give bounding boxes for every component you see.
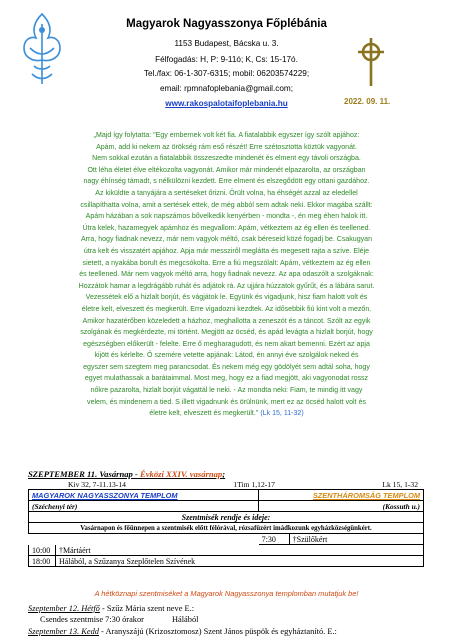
table-row: 10:00 †Mártáért (29, 545, 424, 556)
church-b-street: (Kossuth u.) (258, 501, 423, 512)
quote-line: „Majd így folytatta: "Egy embernek volt két fia. A fiatalabbik egyszer így szólt apjához: (93, 132, 360, 139)
quote-line: kijött és kérlelte. Ő szemére vetette apjának: Látod, én annyi éve szolgálok neked és (94, 352, 359, 360)
quote-line: Amikor hazatérőben közeledett a házhoz, meghallotta a zeneszót és a táncot. Szólt az egyik (82, 317, 371, 325)
quote-line: Az kiküldte a tanyájára a sertéseket őrizni. Örült volna, ha éhségét azzal az eledellel (95, 189, 358, 197)
mass-table (28, 489, 424, 567)
quote-line: nagy éhínség támadt, s nélkülözni kezdett. Erre elment és elszegődött egy ottani gazdához. (83, 178, 370, 186)
church-b-name: SZENTHÁROMSÁG TEMPLOM (258, 490, 423, 501)
quote-line: egészségben előkerült - felelte. Erre ő megharagudott, és nem akart bemenni. Ezért az apja (83, 340, 370, 348)
quote-line: életre kelt, elveszett és megkerült. Erre vigadozni kezdtek. Az idősebbik fiú kint volt a mezőn. (81, 305, 372, 313)
quote-line: Apám, add ki nekem az örökség rám eső részét! Erre szétosztotta köztük vagyonát. (96, 143, 357, 151)
gospel-reference: (Lk 15, 11-32) (260, 410, 304, 418)
quote-line: csillapíthatta volna, amit a sertések ettek, de még abból sem adtak neki. Ekkor magába szállt: (80, 201, 373, 209)
quote-line: és teellened. Már nem vagyok méltó arra, hogy fiadnak nevezz. Az apa odaszólt a szolgáknak: (79, 271, 374, 279)
schedule-title: SZEPTEMBER 11. Vasárnap - Évközi XXIV. vasárnap; (28, 469, 226, 479)
quote-line: útra kelt és visszatért apjához. Apja már messziről meglátta és megesett rajta a szíve. Eléje (83, 247, 370, 255)
rosary-note: Vasárnapon és főünnepen a szentmisék előtt félórával, rózsafüzért imádkozunk egyházközségünkért. (29, 523, 424, 534)
quote-line: életre kelt, elveszett és megkerült." (Lk 15, 11-32) (149, 410, 304, 418)
quote-line: nőkre pazarolta, hizlalt borjút vágattál le neki. - Az mondta neki: Fiam, te mindig itt vagy (90, 387, 363, 395)
website-link[interactable]: www.rakospalotaifoplebania.hu (165, 99, 288, 108)
quote-line: Vezessétek elő a hizlalt borjút, és vágjátok le. Együnk és vigadjunk, hisz fiam halott volt és (85, 294, 368, 302)
quote-line: Arra, hogy fiadnak nevezz, már nem vagyok méltó, csak béreseid közé fogadj be. Csakugyan (80, 236, 373, 244)
reading-1: Kiv 32, 7-11.13-14 (68, 480, 126, 489)
quote-line: Útra kelek, hazamegyek apámhoz és megvallom: Apám, vétkeztem az ég ellen és teellened. (82, 224, 371, 232)
quote-line: egyet mulathassak a barátaimmal. Most meg, hogy ez a fiad megjött, aki vagyonodat rossz (84, 375, 369, 383)
email: email: rpmnafoplebania@gmail.com; (159, 84, 293, 93)
sunday-schedule (28, 469, 424, 567)
reading-3: Lk 15, 1-32 (382, 480, 418, 489)
day-entry: Szeptember 13. Kedd - Aranyszájú (Krizosztomosz) Szent János püspök és egyháztanító. E.: (28, 627, 337, 636)
day-mass: Csendes szentmise 7:30 órakor Hálából (40, 615, 199, 624)
gospel-quote (28, 130, 425, 420)
quote-line: Apám házában a sok napszámos bővelkedik kenyérben - mondta -, én meg éhen halok itt. (85, 213, 368, 221)
church-b-intent: †Szülőkért (289, 534, 423, 545)
church-a-street: (Széchenyi tér) (29, 501, 259, 512)
reading-2: 1Tim 1,12-17 (233, 480, 275, 489)
table-row: 18:00 Hálából, a Szűzanya Szeplőtelen Szívének (29, 556, 424, 567)
readings (28, 479, 424, 489)
parish-name: Magyarok Nagyasszonya Főplébánia (126, 18, 327, 30)
issue-date: 2022. 09. 11. (344, 97, 391, 106)
quote-line: Nem sokkal ezután a fiatalabbik összeszedte mindenét és elment egy távoli országba. (92, 155, 361, 163)
quote-line: Hozzátok hamar a legdrágább ruhát és adjátok rá. Az ujjára húzzatok gyűrűt, és a lábára sarut. (78, 282, 375, 290)
mass-order: Szentmisék rendje és ideje: (29, 512, 424, 523)
phone: Tel./fax: 06-1-307-6315; mobil: 06203574229; (143, 69, 310, 78)
quote-line: egyszer sem szegtem meg parancsodat. És nekem még egy gödölyét sem adtál soha, hogy (83, 363, 370, 371)
quote-line: szolgának és megkérdezte, mi történt. Megjött az öcséd, és apád levágta a hizlalt borjút, hogy (80, 329, 373, 337)
address: 1153 Budapest, Bácska u. 3. (174, 39, 279, 48)
quote-line: Ott léha életet élve eltékozolta vagyonát. Amikor már mindenét elpazarolta, az országban (87, 166, 366, 174)
office-hours: Félfogadás: H, P: 9-11ó; K, Cs: 15-17ó. (155, 55, 298, 64)
church-b-time: 7:30 (258, 534, 289, 545)
quote-line: velem, és mindenem a tied. S illett vigadnunk és örülnünk, mert ez az öcséd halott volt és (87, 398, 366, 406)
day-entry: Szeptember 12. Hétfő - Szűz Mária szent neve E.: (28, 604, 195, 613)
quote-line: sietett, a nyakába borult és megcsókolta. Erre a fiú megszólalt: Apám, vétkeztem az ég ellen (82, 259, 371, 267)
church-a-name: MAGYAROK NAGYASSZONYA TEMPLOM (29, 490, 259, 501)
weekday-mass-notice: A hétköznapi szentmiséket a Magyarok Nagyasszonya templomban mutatjuk be! (94, 589, 359, 598)
